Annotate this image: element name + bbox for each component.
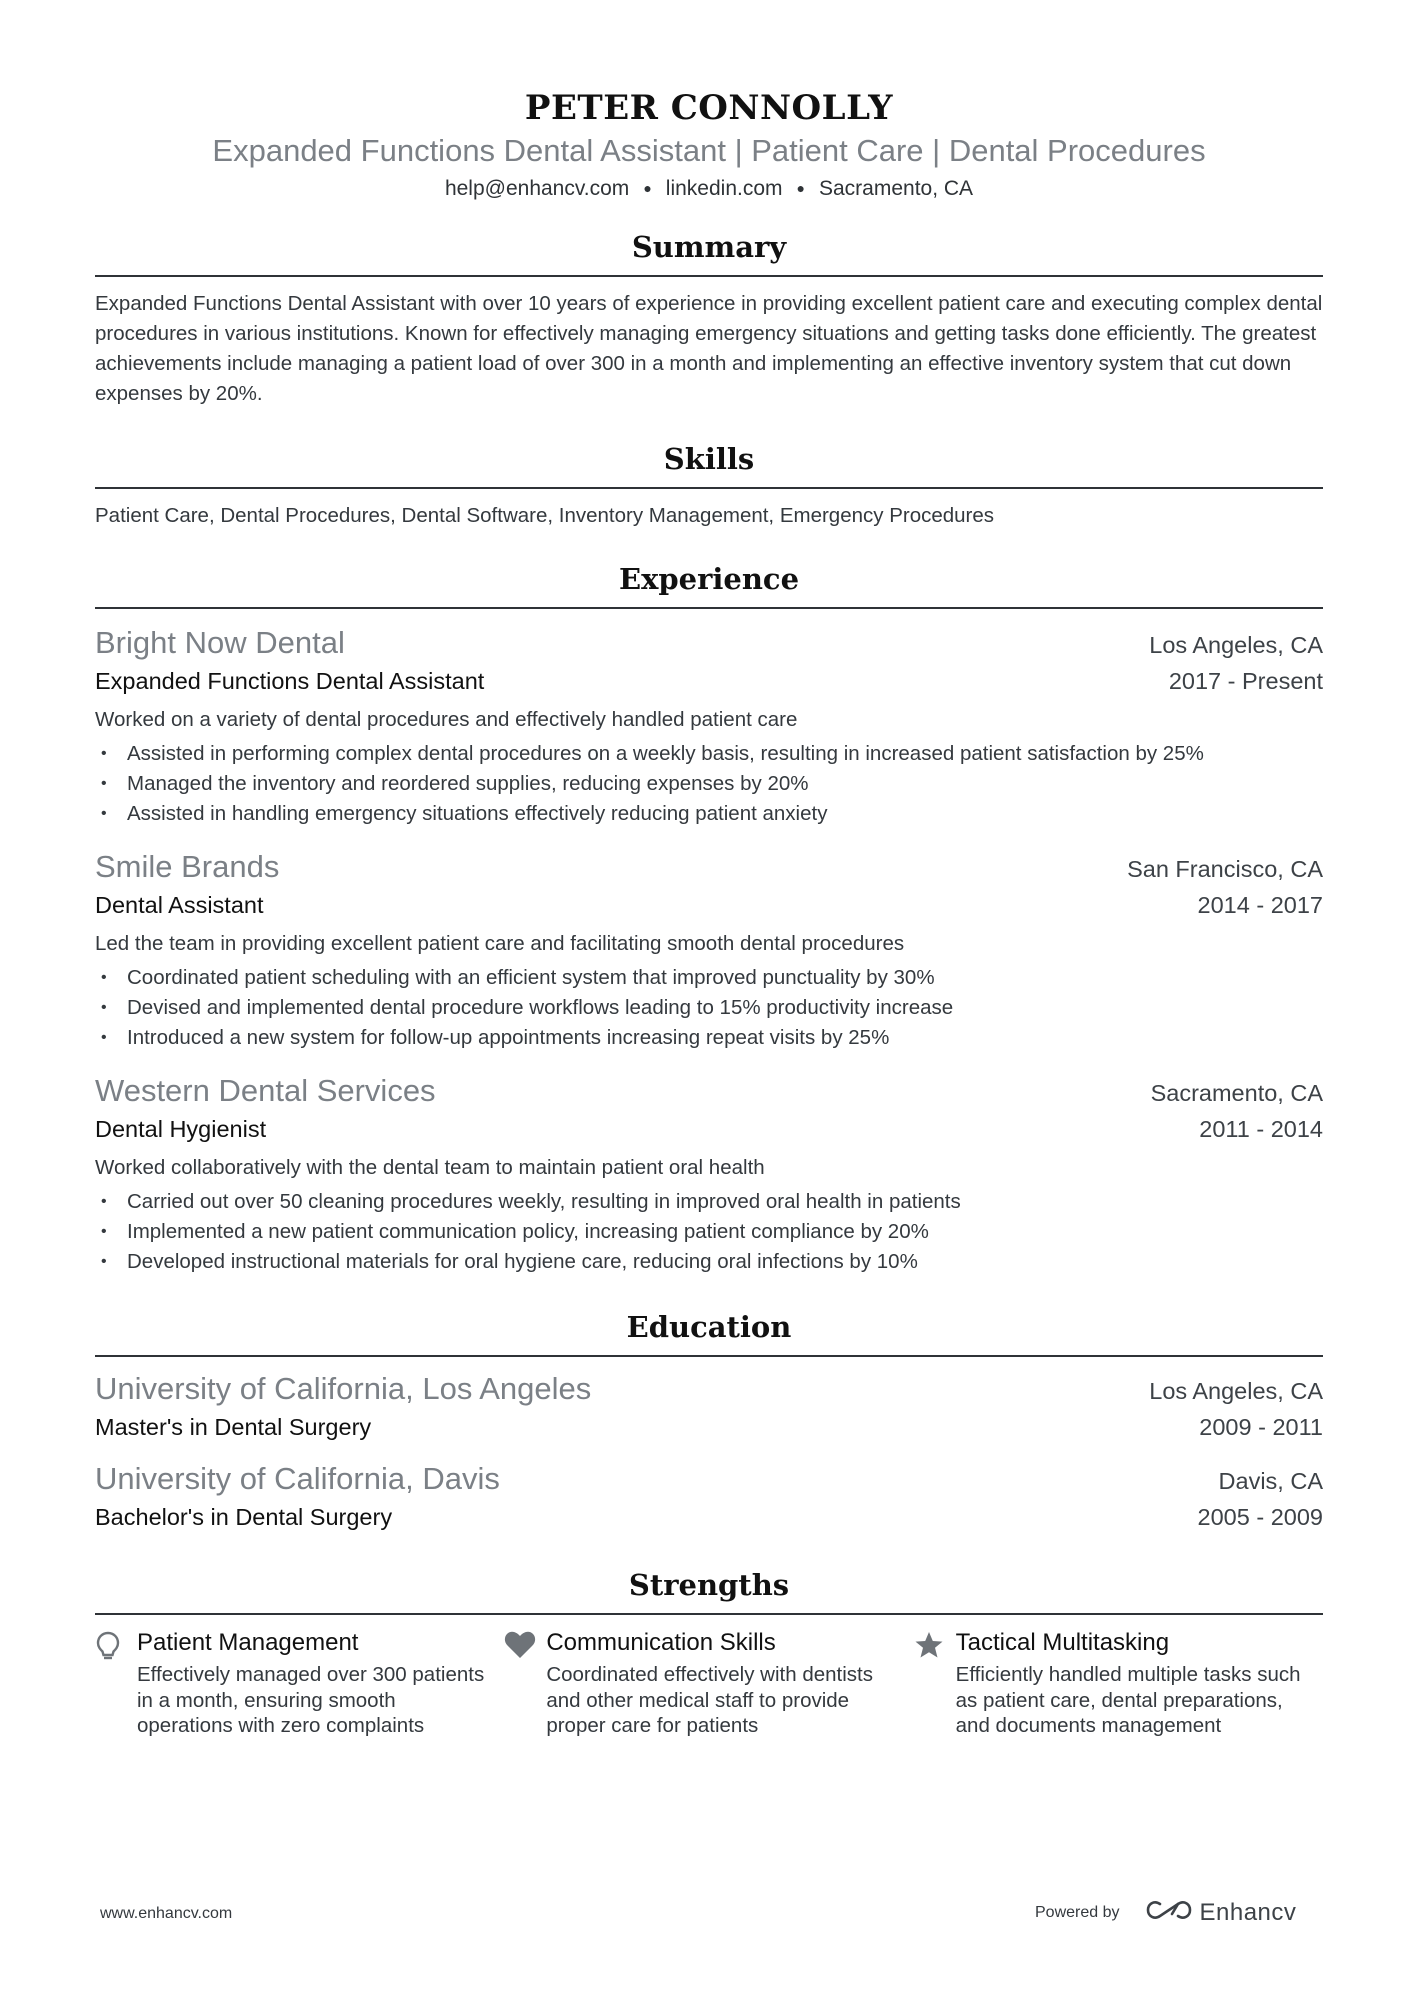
achievement-item: • Carried out over 50 cleaning procedures weekly, resulting in improved oral health in patients [95, 1187, 1323, 1217]
achievement-item: • Developed instructional materials for oral hygiene care, reducing oral infections by 10% [95, 1247, 1323, 1277]
heart-icon [504, 1627, 546, 1739]
experience-entry [95, 1071, 1323, 1277]
job-title: Dental Hygienist [95, 1116, 267, 1142]
summary-text: Expanded Functions Dental Assistant with over 10 years of experience in providing excellent patient care and executing complex dental procedures in various institutions. Known for effectively managing emergency situations and getting tasks done efficiently. The greatest achievements include managing a patient load of over 300 in a month and implementing an effective inventory system that cut down expenses by 20%. [95, 292, 1323, 405]
job-location: San Francisco, CA [1127, 856, 1323, 882]
achievement-item: • Assisted in performing complex dental procedures on a weekly basis, resulting in increased patient satisfaction by 25% [95, 739, 1323, 769]
achievement-item: • Coordinated patient scheduling with an efficient system that improved punctuality by 30% [95, 963, 1323, 993]
linkedin-link[interactable]: linkedin.com [665, 177, 783, 200]
strengths-section [95, 1565, 1323, 1739]
headline: Expanded Functions Dental Assistant | Patient Care | Dental Procedures [212, 133, 1206, 168]
strength-description: Coordinated effectively with dentists and other medical staff to provide proper care for patients [546, 1663, 873, 1737]
degree: Master's in Dental Surgery [95, 1414, 372, 1440]
enhancv-logo-icon [1146, 1898, 1192, 1927]
job-dates: 2017 - Present [1168, 668, 1323, 694]
resume-page [95, 0, 1323, 1739]
school-name: University of California, Davis [95, 1461, 500, 1496]
achievement-item: • Assisted in handling emergency situations effectively reducing patient anxiety [95, 799, 1323, 829]
company-name: Smile Brands [95, 849, 280, 884]
strength-description: Effectively managed over 300 patients in a month, ensuring smooth operations with zero complaints [137, 1663, 485, 1737]
skills-section [95, 439, 1323, 531]
section-title-strengths: Strengths [95, 1565, 1323, 1615]
section-title-summary: Summary [95, 227, 1323, 277]
email-link[interactable]: help@enhancv.com [444, 177, 630, 200]
degree: Bachelor's in Dental Surgery [95, 1504, 393, 1530]
experience-entry [95, 623, 1323, 829]
section-title-experience: Experience [95, 559, 1323, 609]
achievement-item: • Devised and implemented dental procedure workflows leading to 15% productivity increase [95, 993, 1323, 1023]
section-title-skills: Skills [95, 439, 1323, 489]
strength-item [95, 1627, 504, 1739]
job-title: Expanded Functions Dental Assistant [95, 668, 485, 694]
strength-item [504, 1627, 913, 1739]
powered-by-label: Powered by [1035, 1903, 1120, 1921]
strength-item [914, 1627, 1323, 1739]
star-icon [914, 1627, 956, 1739]
achievement-list [95, 739, 1323, 829]
footer-website-link[interactable]: www.enhancv.com [100, 1905, 233, 1922]
achievement-item: • Introduced a new system for follow-up appointments increasing repeat visits by 25% [95, 1023, 1323, 1053]
education-dates: 2005 - 2009 [1197, 1504, 1323, 1530]
company-name: Bright Now Dental [95, 625, 345, 660]
experience-entry [95, 847, 1323, 1053]
strength-title: Tactical Multitasking [955, 1629, 1170, 1656]
resume-header [95, 0, 1323, 203]
contact-line [95, 174, 1323, 203]
achievement-list [95, 963, 1323, 1053]
candidate-name: PETER CONNOLLY [524, 88, 894, 128]
enhancv-brand: Enhancv [1199, 1898, 1297, 1926]
section-title-education: Education [95, 1307, 1323, 1357]
experience-section [95, 559, 1323, 1277]
lightbulb-icon [95, 1627, 137, 1739]
achievement-item: • Managed the inventory and reordered supplies, reducing expenses by 20% [95, 769, 1323, 799]
strengths-grid [95, 1627, 1323, 1739]
achievement-item: • Implemented a new patient communication policy, increasing patient compliance by 20% [95, 1217, 1323, 1247]
school-name: University of California, Los Angeles [95, 1371, 592, 1406]
job-description: Worked collaboratively with the dental team to maintain patient oral health [95, 1156, 765, 1179]
job-location: Los Angeles, CA [1149, 632, 1323, 658]
summary-section [95, 227, 1323, 409]
contact-location: Sacramento, CA [818, 177, 974, 200]
strength-title: Patient Management [137, 1629, 359, 1656]
strength-title: Communication Skills [546, 1629, 776, 1656]
job-dates: 2011 - 2014 [1199, 1116, 1323, 1142]
job-description: Led the team in providing excellent patient care and facilitating smooth dental procedures [95, 932, 905, 955]
strength-description: Efficiently handled multiple tasks such as patient care, dental preparations, and documents management [955, 1663, 1301, 1737]
separator-dot: ● [796, 180, 805, 196]
education-entry [95, 1369, 1323, 1445]
powered-by-badge[interactable] [1035, 1898, 1296, 1927]
achievement-list [95, 1187, 1323, 1277]
job-title: Dental Assistant [95, 892, 264, 918]
job-dates: 2014 - 2017 [1197, 892, 1323, 918]
job-location: Sacramento, CA [1150, 1080, 1323, 1106]
skills-list: Patient Care, Dental Procedures, Dental Software, Inventory Management, Emergency Procedures [95, 504, 995, 527]
job-description: Worked on a variety of dental procedures and effectively handled patient care [95, 708, 798, 731]
school-location: Davis, CA [1218, 1468, 1323, 1494]
education-dates: 2009 - 2011 [1199, 1414, 1323, 1440]
education-entry [95, 1459, 1323, 1535]
school-location: Los Angeles, CA [1149, 1378, 1323, 1404]
company-name: Western Dental Services [95, 1073, 436, 1108]
education-section [95, 1307, 1323, 1535]
separator-dot: ● [643, 180, 652, 196]
